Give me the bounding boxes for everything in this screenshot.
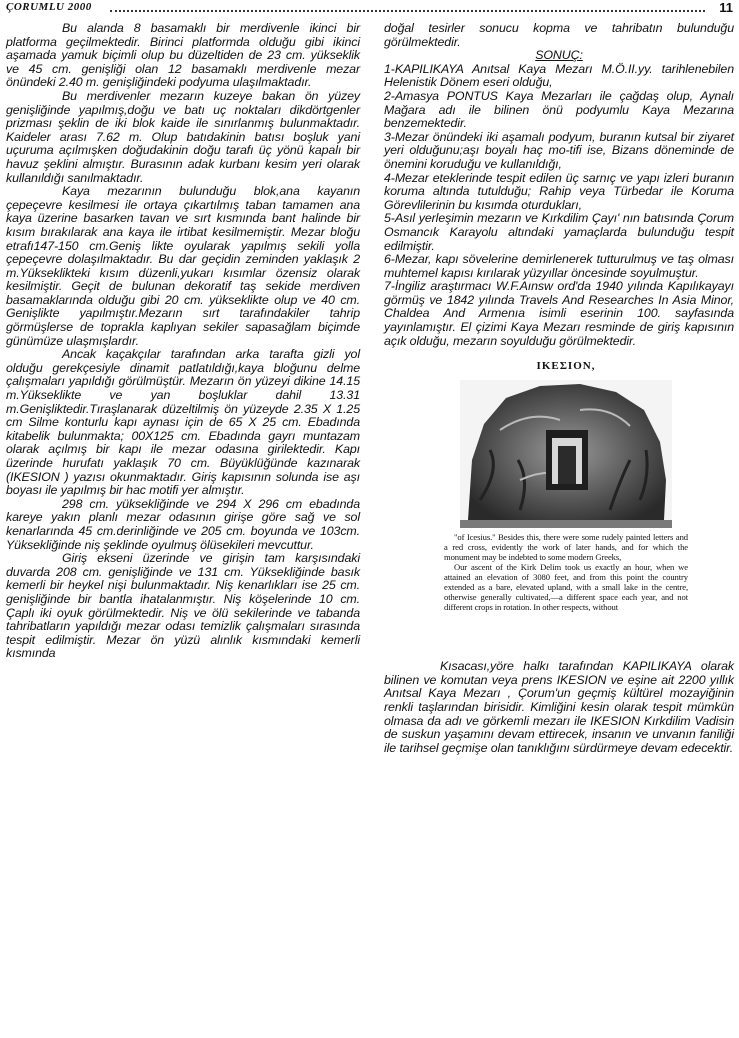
paragraph: Giriş ekseni üzerinde ve girişin tam karşısındaki duvarda 208 cm. genişliğinde ve 131 cm. Yüksekliğinde basık kemerli bir heykel nişi bulunmaktadır. Niş kenarlıkları ise 25 cm. genişliğinde bir bantla ihatalanmıştır. Niş köşelerinde 10 cm. Çaplı iki oyuk görülmektedir. Niş ve ölü sekilerinde ve tabanda tahribatların yapıldığı mezar odası temizlik çalışmaları sırasında tespit edilmiştir. Mezar ön yüzü alınlık kısmındaki kemerli kısmında xyxy=(6,551,360,661)
list-item: 6-Mezar, kapı sövelerine demirlenerek tutturulmuş ve taş olması muhtemel kapısı kırılarak yüzyıllar öncesinde soyulmuştur. xyxy=(384,252,734,280)
conclusion-paragraph: Kısacası,yöre halkı tarafından KAPILIKAYA olarak bilinen ve komutan veya prens IKESION ve eşine ait 2200 yıllık Anıtsal Kaya Mezarı , Çorum'un geçmiş kültürel mozayiğinin renkli taşlarından birisidir. Kimliğini kesin olarak tespit mümkün olmasa da adı ve görkemli mezarı ile IKESION Kırkdilim Vadisin de suskun yaşamını devam ettirecek, insanın ve unvanın faniliği ile tarihsel geçmişe olan tanıklığını sürdürmeye devam edecektir. xyxy=(384,659,734,755)
paragraph: Kaya mezarının bulunduğu blok,ana kayanın çepeçevre kesilmesi ile ortaya çıkartılmış taban tamamen ana kaya üzerine basarken tavan ve sırt kısmında bant halinde bir kısım bırakılarak ana kaya ile irtibat kesilmemiştir. Mezar bloğu etrafı147-150 cm.Geniş likte oyularak yapılmış sekili yolla çepeçevre dolaşılmaktadır. Bu dar geçidin zeminden yaklaşık 2 m.Yükseklikteki kısım düzenli,yukarı kısımlar özensiz olarak kesilmiştir. Geçit de bulunan dekoratif taş sekide merdiven basamaklarında olduğu gibi 20 cm. yükseklikte olup ve 40 cm. Genişlikte yapılmıştır.Mezarın sırt tarafındakiler tahrip görmüşlerse de toprakla kaplıyan sekiler sapasağlam biçimde günümüze ulaşmışlardır. xyxy=(6,184,360,348)
figure-title: IKEΣION, xyxy=(536,360,596,373)
caption-paragraph: Our ascent of the Kirk Delim took us exactly an hour, when we attained an elevation of 3080 feet, and from this point the country extended as a bare, elevated upland, with a small lake in the centre, otherwise generally cultivated,—a different space each year, and not different crops in rotation. In other respects, without xyxy=(444,561,688,612)
list-item: 4-Mezar eteklerinde tespit edilen üç sarnıç ve yapı izleri buranın koruma altında tutulduğu; Rahip veya Türbedar ile Koruma Görevlilerinin bu kısımda oturdukları, xyxy=(384,170,734,212)
paragraph: Bu merdivenler mezarın kuzeye bakan ön yüzey genişliğinde yapılmış,doğu ve batı uç noktaları dikdörtgenler prizması şeklin de iki blok kaide ile sınırlanmış bulunmaktadır. Kaideler arası 7.62 m. Olup batıdakinin batısı boşluk yani uçuruma açılmışken doğudakinin doğu tarafı üç yönü kapalı bir havuz şeklini almıştır. Burasının adak kurbanı kesim yeri olarak kullanıldığı sanılmaktadır. xyxy=(6,88,360,185)
page-header xyxy=(6,1,733,15)
paragraph: Ancak kaçakçılar tarafından arka tarafta gizli yol olduğu gerekçesiyle dinamit patlatıldığı,kaya bloğunu delme çalışmaları yapıldığı görülmüştür. Mezarın ön yüzeyi dikine 14.15 m.Yükseklikte ve yan boşluklar dahil 13.31 m.Genişliktedir.Tıraşlanarak düzeltilmiş ön yüzeyde 2.35 X 1.25 cm Silme konturlu kapı aynası için de 65 X 25 cm. Ebadında kitabelik bulunmakta; 00X125 cm. Ebadında gayrı muntazam olarak açılmış bir kapı ile mezar odasına girilektedir. Kapı üzerinde hurufatı yaklaşık 70 cm. Büyüklüğünde kazınarak (IKESION ) yazısı okunmaktadır. Giriş kapısının solunda ise aşı boyası ile yapılmış bir hac motifi yer almıştır. xyxy=(6,347,360,498)
paragraph: 298 cm. yüksekliğinde ve 294 X 296 cm ebadında kareye yakın planlı mezar odasının girişe göre sağ ve sol kenarlarında 45 cm.derinliğinde ve 205 cm. boyunda ve 103cm. Yüksekliğinde niş şeklinde oyulmuş ölüsekileri mevcuttur. xyxy=(6,496,360,552)
list-item: 1-KAPILIKAYA Anıtsal Kaya Mezarı M.Ö.II.yy. tarihlenebilen Helenistik Dönem eseri olduğu, xyxy=(384,61,734,90)
caption-paragraph: "of Icesius." Besides this, there were some rudely painted letters and a red cross, evidently the work of later hands, and for which the monument may be indebted to some modern Greeks, xyxy=(444,531,688,562)
rock-tomb-engraving xyxy=(460,380,672,528)
paragraph: doğal tesirler sonucu kopma ve tahribatın bulunduğu görülmektedir. xyxy=(384,21,734,49)
right-column xyxy=(384,22,734,755)
list-item: 2-Amasya PONTUS Kaya Mezarları ile çağdaş olup, Aynalı Mağara adı ile bilinen önü podyumlu Kaya Mezarına benzemektedir. xyxy=(384,88,734,131)
section-heading: SONUÇ: xyxy=(535,48,583,63)
list-item: 3-Mezar önündeki iki aşamalı podyum, buranın kutsal bir ziyaret yeri olduğunu;aşı boyalı haç mo-tifi ise, Bizans döneminde de önemini koruduğu ve kullanıldığı, xyxy=(384,129,734,171)
historical-figure xyxy=(444,360,688,660)
paragraph: Bu alanda 8 basamaklı bir merdivenle ikinci bir platforma geçilmektedir. Birinci platformda olduğu gibi ikinci aşamada yamuk biçimli olup bu düzeltiden de 23 cm. yükseklik ve 45 cm. genişliği olan 12 basamaklı merdivenle mezar önündeki 2.40 m. genişliğindeki podyuma ulaşılmaktadır. xyxy=(6,21,360,90)
magazine-title: ÇORUMLU 2000 xyxy=(6,1,92,13)
figure-caption xyxy=(444,532,688,612)
list-item: 5-Asıl yerleşimin mezarın ve Kırkdilim Çayı' nın batısında Çorum Osmancık Karayolu altındaki yamaçlarda bulunduğu tespit edilmiştir. xyxy=(384,211,734,253)
left-column xyxy=(6,22,360,661)
header-dotted-rule xyxy=(110,10,705,12)
page-number: 11 xyxy=(719,0,733,15)
list-item: 7-İngiliz araştırmacı W.F.Aınsw ord'da 1940 yılında Kapılıkayayı görmüş ve 1842 yılında Travels And Researches In Asia Minor, Chaldea And Armenıa isimli eserinin 100. sayfasında yayınlamıştır. El çizimi Kaya Mezarı resminde de giriş kapısının açık olduğu, mezarın soyulduğu görülmektedir. xyxy=(384,279,734,348)
